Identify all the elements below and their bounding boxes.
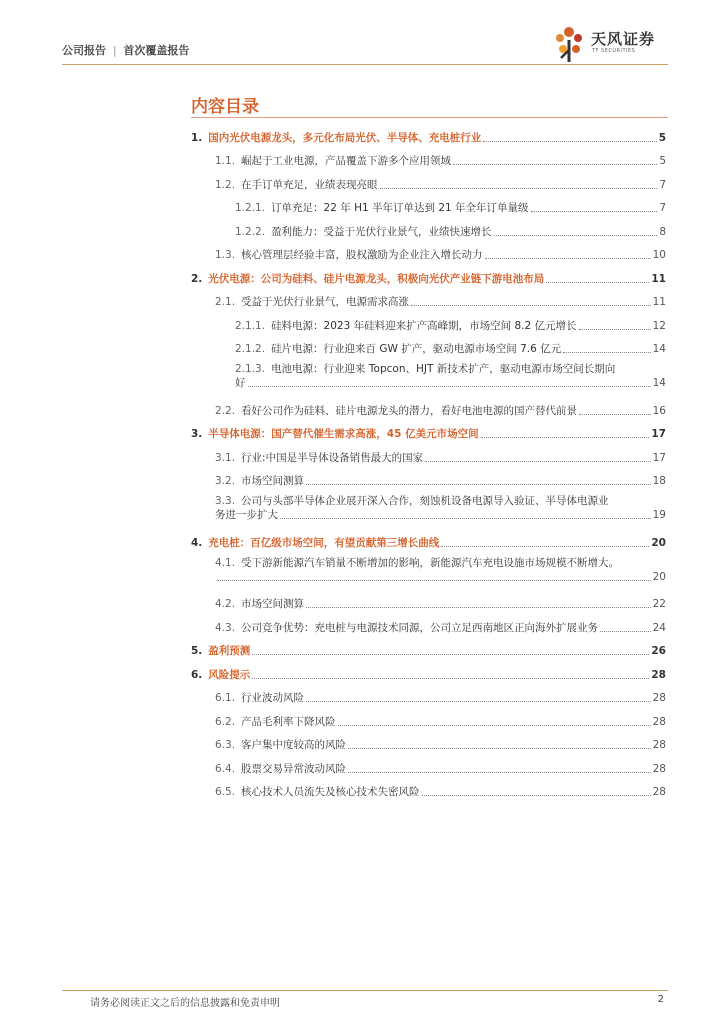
page-number: 2 — [657, 994, 664, 1005]
toc-entry-text: 风险提示 — [208, 668, 251, 681]
toc-entry-page: 14 — [652, 343, 666, 355]
toc-leader-dots — [306, 607, 651, 608]
toc-leader-dots — [531, 211, 658, 212]
toc-entry[interactable] — [191, 286, 666, 310]
toc-entry-page: 11 — [652, 296, 666, 308]
toc-entry-number: 6.3. — [215, 739, 236, 751]
toc-leader-dots — [483, 141, 656, 142]
toc-entry-text: 市场空间测算 — [241, 598, 305, 610]
toc-leader-dots — [563, 352, 650, 353]
toc-leader-dots — [579, 329, 651, 330]
header-separator: | — [112, 44, 117, 57]
flower-logo-icon — [549, 24, 589, 64]
toc-entry-number: 4.2. — [215, 598, 236, 610]
toc-leader-dots — [453, 164, 657, 165]
toc-entry-page: 17 — [651, 428, 666, 440]
logo-subtitle: TF SECURITIES — [592, 48, 636, 54]
toc-entry-page: 5 — [658, 131, 666, 144]
toc-entry[interactable] — [191, 705, 666, 729]
toc-entry[interactable] — [191, 526, 666, 550]
toc-entry-page: 24 — [652, 621, 666, 634]
toc-entry[interactable] — [191, 145, 666, 169]
toc-leader-dots — [380, 188, 658, 189]
toc-entry-text: 电池电源：行业迎来 Topcon、HJT 新技术扩产，驱动电源市场空间长期向 — [271, 363, 616, 375]
toc-entry-text: 硅料电源：2023 年硅料迎来扩产高峰期，市场空间 8.2 亿元增长 — [271, 319, 577, 332]
toc-leader-dots — [441, 546, 649, 547]
toc-entry-text: 半导体电源：国产替代催生需求高涨，45 亿美元市场空间 — [208, 428, 479, 440]
toc-entry[interactable] — [191, 168, 666, 192]
toc-title: 内容目录 — [191, 97, 259, 117]
toc-entry-number: 6.4. — [215, 762, 236, 775]
toc-entry-page: 5 — [659, 155, 666, 167]
toc-entry-text-continued: 务进一步扩大 — [215, 509, 278, 521]
toc-entry-text: 国内光伏电源龙头，多元化布局光伏、半导体、充电桩行业 — [208, 131, 482, 144]
toc-entry-number: 1.2.2. — [235, 225, 266, 238]
toc-entry-page: 8 — [659, 225, 666, 238]
toc-entry-text: 产品毛利率下降风险 — [241, 715, 336, 728]
toc-entry-text: 盈利能力：受益于光伏行业景气，业绩快速增长 — [271, 225, 492, 238]
toc-entry[interactable] — [191, 465, 666, 489]
toc-entry-number: 6. — [191, 668, 203, 681]
toc-entry-text: 公司竞争优势：充电桩与电源技术同源，公司立足西南地区正向海外扩展业务 — [241, 621, 599, 634]
toc-entry-text: 崛起于工业电源，产品覆盖下游多个应用领域 — [241, 155, 452, 167]
toc-leader-dots — [217, 580, 651, 581]
toc-entry-number: 6.1. — [215, 692, 236, 704]
toc-entry-text: 公司与头部半导体企业展开深入合作，刻蚀机设备电源导入验证、半导体电源业 — [241, 495, 609, 507]
toc-leader-dots — [280, 518, 651, 519]
toc-entry-text: 受益于光伏行业景气，电源需求高涨 — [241, 296, 410, 308]
toc-entry-text: 订单充足：22 年 H1 半年订单达到 21 年全年订单量级 — [271, 202, 529, 214]
toc-entry[interactable] — [191, 682, 666, 706]
toc-entry-page: 28 — [652, 762, 666, 775]
toc-leader-dots — [481, 437, 650, 438]
toc-entry-page: 14 — [652, 377, 666, 389]
toc-entry-number: 1.3. — [215, 249, 236, 261]
toc-entry[interactable] — [191, 635, 666, 659]
toc-entry-text: 核心管理层经验丰富，股权激励为企业注入增长动力 — [241, 249, 483, 261]
toc-entry-page: 28 — [651, 668, 666, 681]
footer-divider — [62, 990, 668, 991]
toc-entry[interactable] — [191, 262, 666, 286]
toc-leader-dots — [411, 305, 651, 306]
toc-entry-page: 19 — [652, 509, 666, 521]
toc-entry-page: 20 — [652, 570, 666, 583]
toc-entry[interactable] — [191, 550, 666, 588]
toc-entry-number: 2.2. — [215, 404, 236, 417]
toc-entry[interactable] — [191, 333, 666, 357]
toc-entry[interactable] — [191, 418, 666, 442]
toc-entry-text: 股票交易异常波动风险 — [241, 762, 347, 775]
toc-entry-number: 4.3. — [215, 621, 236, 634]
toc-entry-number: 3. — [191, 428, 203, 440]
toc-entry[interactable] — [191, 121, 666, 145]
toc-entry-text: 盈利预测 — [208, 645, 251, 657]
toc-entry-number: 3.3. — [215, 495, 236, 507]
toc-entry[interactable] — [191, 776, 666, 800]
toc-entry-text: 行业:中国是半导体设备销售最大的国家 — [241, 451, 424, 464]
toc-entry[interactable] — [191, 441, 666, 465]
header-divider — [62, 64, 668, 65]
toc-entry-page: 7 — [659, 178, 666, 191]
toc-entry[interactable] — [191, 356, 666, 394]
toc-entry-number: 3.1. — [215, 451, 236, 464]
toc-leader-dots — [546, 282, 649, 283]
toc-leader-dots — [306, 701, 651, 702]
toc-entry[interactable] — [191, 729, 666, 753]
toc-entry-number: 6.5. — [215, 786, 236, 798]
toc-entry[interactable] — [191, 394, 666, 418]
toc-entry-page: 10 — [652, 249, 666, 261]
report-header — [62, 42, 189, 58]
toc-entry-number: 4.1. — [215, 556, 236, 569]
footer-disclaimer: 请务必阅读正文之后的信息披露和免责申明 — [90, 998, 280, 1009]
header-report-type: 公司报告 — [62, 44, 106, 57]
header-report-subtype: 首次覆盖报告 — [123, 44, 190, 57]
toc-leader-dots — [494, 235, 658, 236]
toc-entry[interactable] — [191, 588, 666, 612]
toc-leader-dots — [252, 654, 649, 655]
logo-name: 天风证券 — [591, 30, 656, 48]
toc-entry[interactable] — [191, 215, 666, 239]
toc-entry-text: 硅片电源：行业迎来百 GW 扩产，驱动电源市场空间 7.6 亿元 — [271, 343, 562, 355]
toc-leader-dots — [348, 772, 651, 773]
toc-entry-page: 28 — [652, 715, 666, 728]
toc-entry-page: 28 — [652, 786, 666, 798]
toc-entry-text: 行业波动风险 — [241, 692, 305, 704]
toc-title-divider — [191, 117, 668, 118]
toc-entry-number: 1.2. — [215, 178, 236, 191]
toc-leader-dots — [579, 414, 651, 415]
toc-entry-page: 7 — [659, 202, 666, 214]
toc-entry-page: 18 — [652, 475, 666, 487]
toc-leader-dots — [248, 386, 651, 387]
toc-entry-page: 26 — [651, 645, 666, 657]
company-logo — [549, 22, 667, 64]
toc-entry-number: 3.2. — [215, 475, 236, 487]
toc-leader-dots — [252, 678, 649, 679]
toc-entry-text: 客户集中度较高的风险 — [241, 739, 347, 751]
table-of-contents — [191, 121, 666, 799]
toc-leader-dots — [425, 461, 651, 462]
toc-leader-dots — [306, 484, 651, 485]
toc-leader-dots — [348, 748, 651, 749]
toc-entry-text: 光伏电源：公司为硅料、硅片电源龙头，积极向光伏产业链下游电池布局 — [208, 272, 545, 285]
toc-entry-page: 22 — [652, 598, 666, 610]
toc-entry-text: 看好公司作为硅料、硅片电源龙头的潜力，看好电池电源的国产替代前景 — [241, 404, 578, 417]
toc-entry-text: 市场空间测算 — [241, 475, 305, 487]
toc-leader-dots — [422, 795, 651, 796]
toc-entry-number: 6.2. — [215, 715, 236, 728]
toc-entry[interactable] — [191, 752, 666, 776]
toc-entry[interactable] — [191, 192, 666, 216]
toc-entry-page: 12 — [652, 319, 666, 332]
toc-entry-page: 11 — [651, 272, 666, 285]
toc-entry[interactable] — [191, 488, 666, 526]
toc-entry-number: 2.1.1. — [235, 319, 266, 332]
toc-entry-number: 2.1.3. — [235, 363, 266, 375]
toc-entry-page: 28 — [652, 692, 666, 704]
toc-entry-number: 2.1. — [215, 296, 236, 308]
toc-entry-number: 4. — [191, 536, 203, 549]
toc-entry-text-continued: 好 — [235, 377, 246, 389]
toc-entry-page: 28 — [652, 739, 666, 751]
toc-entry[interactable] — [191, 611, 666, 635]
toc-leader-dots — [600, 631, 651, 632]
toc-entry-page: 17 — [652, 451, 666, 464]
toc-entry-number: 2. — [191, 272, 203, 285]
toc-entry[interactable] — [191, 239, 666, 263]
toc-entry-page: 20 — [651, 536, 666, 549]
toc-entry-number: 2.1.2. — [235, 343, 266, 355]
toc-entry[interactable] — [191, 309, 666, 333]
toc-leader-dots — [338, 725, 651, 726]
toc-entry[interactable] — [191, 658, 666, 682]
toc-entry-page: 16 — [652, 404, 666, 417]
toc-entry-text: 在手订单充足，业绩表现亮眼 — [241, 178, 378, 191]
toc-entry-number: 1.1. — [215, 155, 236, 167]
toc-entry-number: 1. — [191, 131, 203, 144]
toc-entry-text: 受下游新能源汽车销量不断增加的影响，新能源汽车充电设施市场规模不断增大。 — [241, 556, 620, 569]
toc-entry-text: 充电桩：百亿级市场空间，有望贡献第三增长曲线 — [208, 536, 440, 549]
toc-entry-number: 1.2.1. — [235, 202, 266, 214]
toc-entry-text: 核心技术人员流失及核心技术失密风险 — [241, 786, 420, 798]
toc-entry-number: 5. — [191, 645, 203, 657]
toc-leader-dots — [485, 258, 651, 259]
